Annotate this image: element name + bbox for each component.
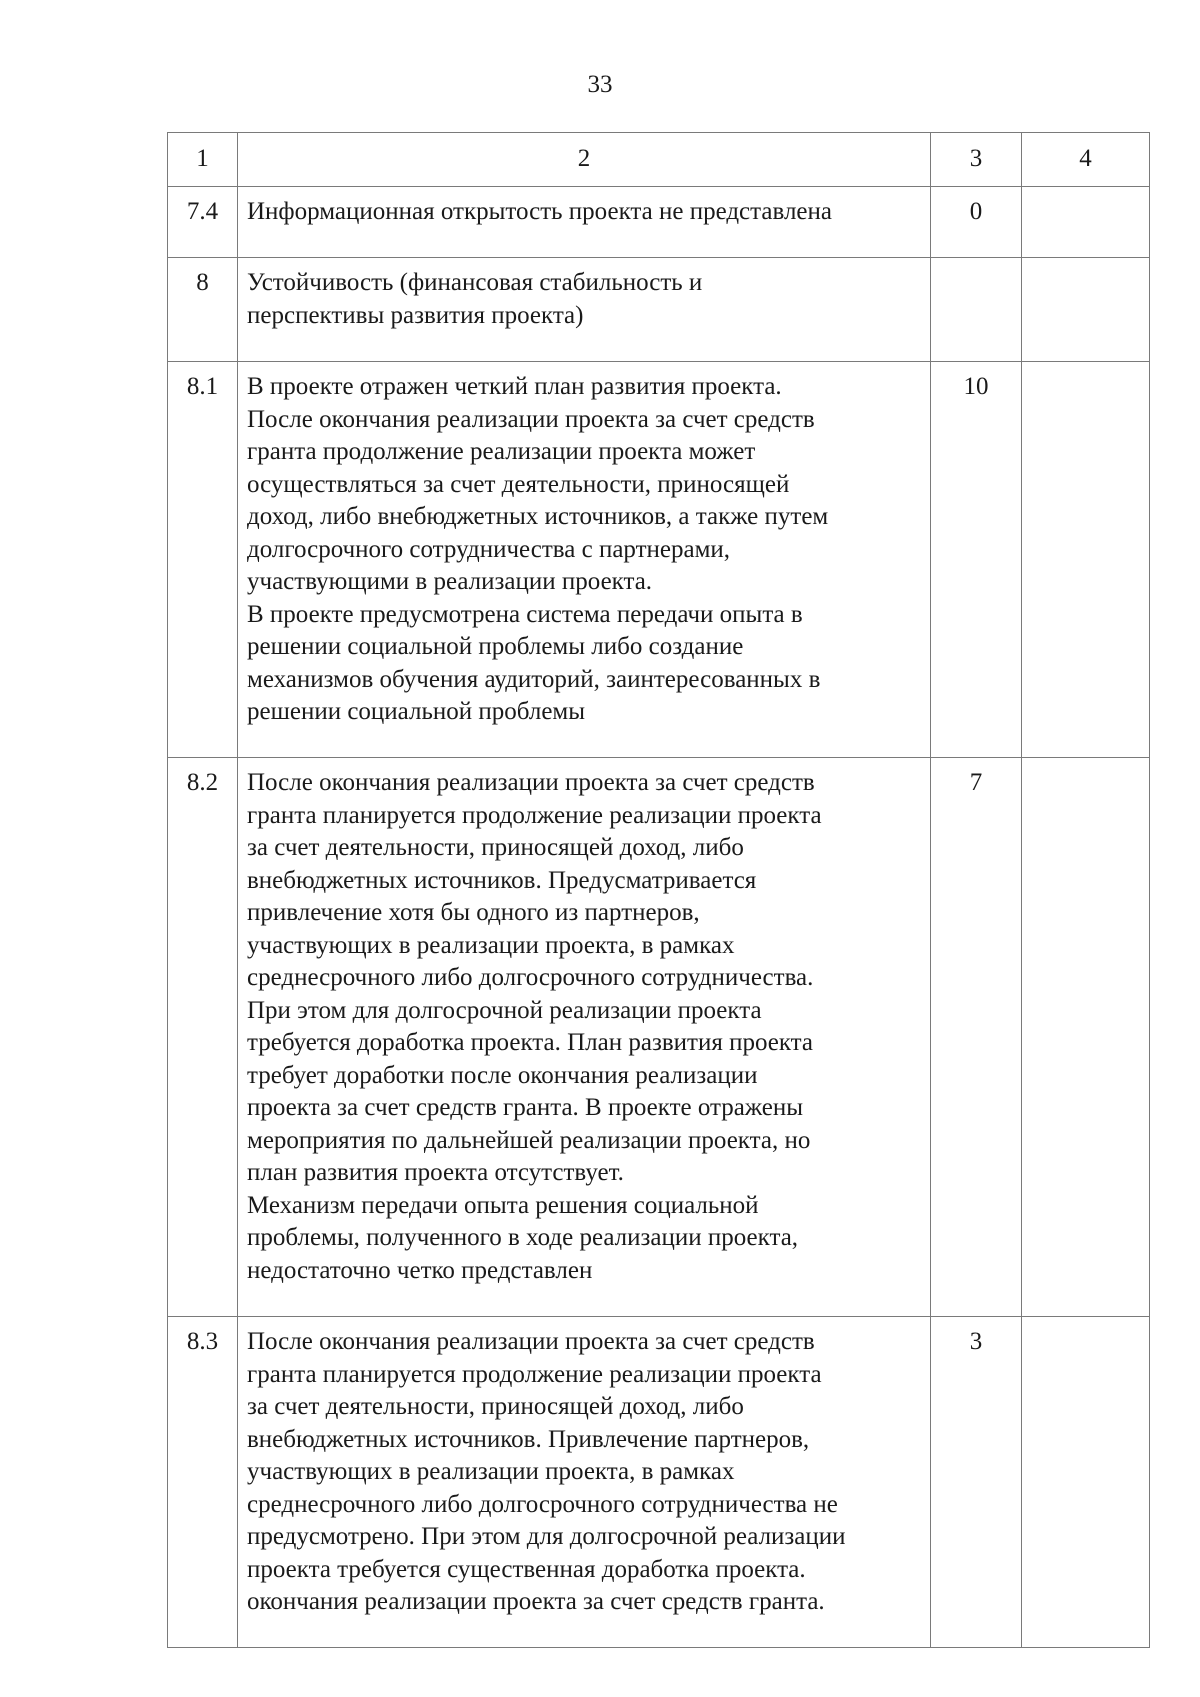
page-number: 33 xyxy=(587,71,613,98)
row-description xyxy=(238,187,931,258)
description-line: осуществляться за счет деятельности, приносящей xyxy=(247,470,790,498)
description-line: требует доработки после окончания реализации xyxy=(247,1061,758,1089)
description-line: мероприятия по дальнейшей реализации проекта, но xyxy=(247,1126,811,1154)
header-cell-4: 4 xyxy=(1022,133,1150,187)
header-cell-1: 1 xyxy=(168,133,238,187)
description-line: долгосрочного сотрудничества с партнерами, xyxy=(247,535,731,563)
description-line: участвующих в реализации проекта, в рамках xyxy=(247,1458,735,1485)
row-number: 8.3 xyxy=(168,1317,238,1648)
description-line: В проекте предусмотрена система передачи опыта в xyxy=(247,600,803,628)
description-line: предусмотрено. При этом для долгосрочной реализации xyxy=(247,1523,846,1550)
criteria-table xyxy=(167,132,1150,1648)
description-line: проекта за счет средств гранта. В проекте отражены xyxy=(247,1094,804,1121)
row-extra xyxy=(1022,1317,1150,1648)
description-line: за счет деятельности, приносящей доход, либо xyxy=(247,834,744,861)
description-line: за счет деятельности, приносящей доход, либо xyxy=(247,1393,744,1420)
description-line: В проекте отражен четкий план развития проекта. xyxy=(247,373,782,400)
table-row xyxy=(168,758,1150,1317)
row-extra xyxy=(1022,362,1150,758)
table-header-row xyxy=(168,133,1150,187)
row-score: 10 xyxy=(931,362,1022,758)
description-line: Информационная открытость проекта не представлена xyxy=(247,198,832,225)
description-line: среднесрочного либо долгосрочного сотрудничества. xyxy=(247,964,814,991)
description-line: привлечение хотя бы одного из партнеров, xyxy=(247,899,700,926)
row-description xyxy=(238,258,931,362)
description-line: участвующими в реализации проекта. xyxy=(247,568,653,595)
row-extra xyxy=(1022,187,1150,258)
description-line: После окончания реализации проекта за счет средств xyxy=(247,405,815,433)
row-description xyxy=(238,362,931,758)
description-line: гранта планируется продолжение реализации проекта xyxy=(247,801,822,829)
description-line: решении социальной проблемы либо создание xyxy=(247,633,744,660)
table-row xyxy=(168,1317,1150,1648)
description-line: требуется доработка проекта. План развития проекта xyxy=(247,1029,813,1056)
description-line: проблемы, полученного в ходе реализации проекта, xyxy=(247,1224,799,1251)
description-line: перспективы развития проекта) xyxy=(247,301,584,329)
header-cell-2: 2 xyxy=(238,133,931,187)
description-line: внебюджетных источников. Предусматривается xyxy=(247,866,757,894)
row-score: 7 xyxy=(931,758,1022,1317)
header-cell-3: 3 xyxy=(931,133,1022,187)
description-line: участвующих в реализации проекта, в рамках xyxy=(247,931,735,959)
row-number: 8.2 xyxy=(168,758,238,1317)
row-extra xyxy=(1022,258,1150,362)
row-score: 3 xyxy=(931,1317,1022,1648)
description-line: среднесрочного либо долгосрочного сотрудничества не xyxy=(247,1490,838,1518)
row-number: 8.1 xyxy=(168,362,238,758)
table-row xyxy=(168,258,1150,362)
row-description xyxy=(238,758,931,1317)
description-line: После окончания реализации проекта за счет средств xyxy=(247,769,815,796)
description-line: Устойчивость (финансовая стабильность и xyxy=(247,269,703,296)
description-line: недостаточно четко представлен xyxy=(247,1256,593,1284)
row-number: 7.4 xyxy=(168,187,238,258)
description-line: гранта планируется продолжение реализации проекта xyxy=(247,1360,822,1388)
table-row xyxy=(168,187,1150,258)
description-line: гранта продолжение реализации проекта может xyxy=(247,438,756,465)
table-row xyxy=(168,362,1150,758)
description-line: Механизм передачи опыта решения социальной xyxy=(247,1191,759,1219)
description-line: При этом для долгосрочной реализации проекта xyxy=(247,996,762,1024)
row-number: 8 xyxy=(168,258,238,362)
row-score xyxy=(931,258,1022,362)
description-line: решении социальной проблемы xyxy=(247,698,586,725)
row-score: 0 xyxy=(931,187,1022,258)
description-line: механизмов обучения аудиторий, заинтересованных в xyxy=(247,665,821,693)
description-line: После окончания реализации проекта за счет средств xyxy=(247,1328,815,1355)
row-extra xyxy=(1022,758,1150,1317)
row-description xyxy=(238,1317,931,1648)
description-line: план развития проекта отсутствует. xyxy=(247,1159,624,1186)
description-line: внебюджетных источников. Привлечение партнеров, xyxy=(247,1425,810,1453)
description-line: окончания реализации проекта за счет средств гранта. xyxy=(247,1588,825,1615)
description-line: проекта требуется существенная доработка проекта. xyxy=(247,1555,806,1583)
description-line: доход, либо внебюджетных источников, а также путем xyxy=(247,503,829,530)
